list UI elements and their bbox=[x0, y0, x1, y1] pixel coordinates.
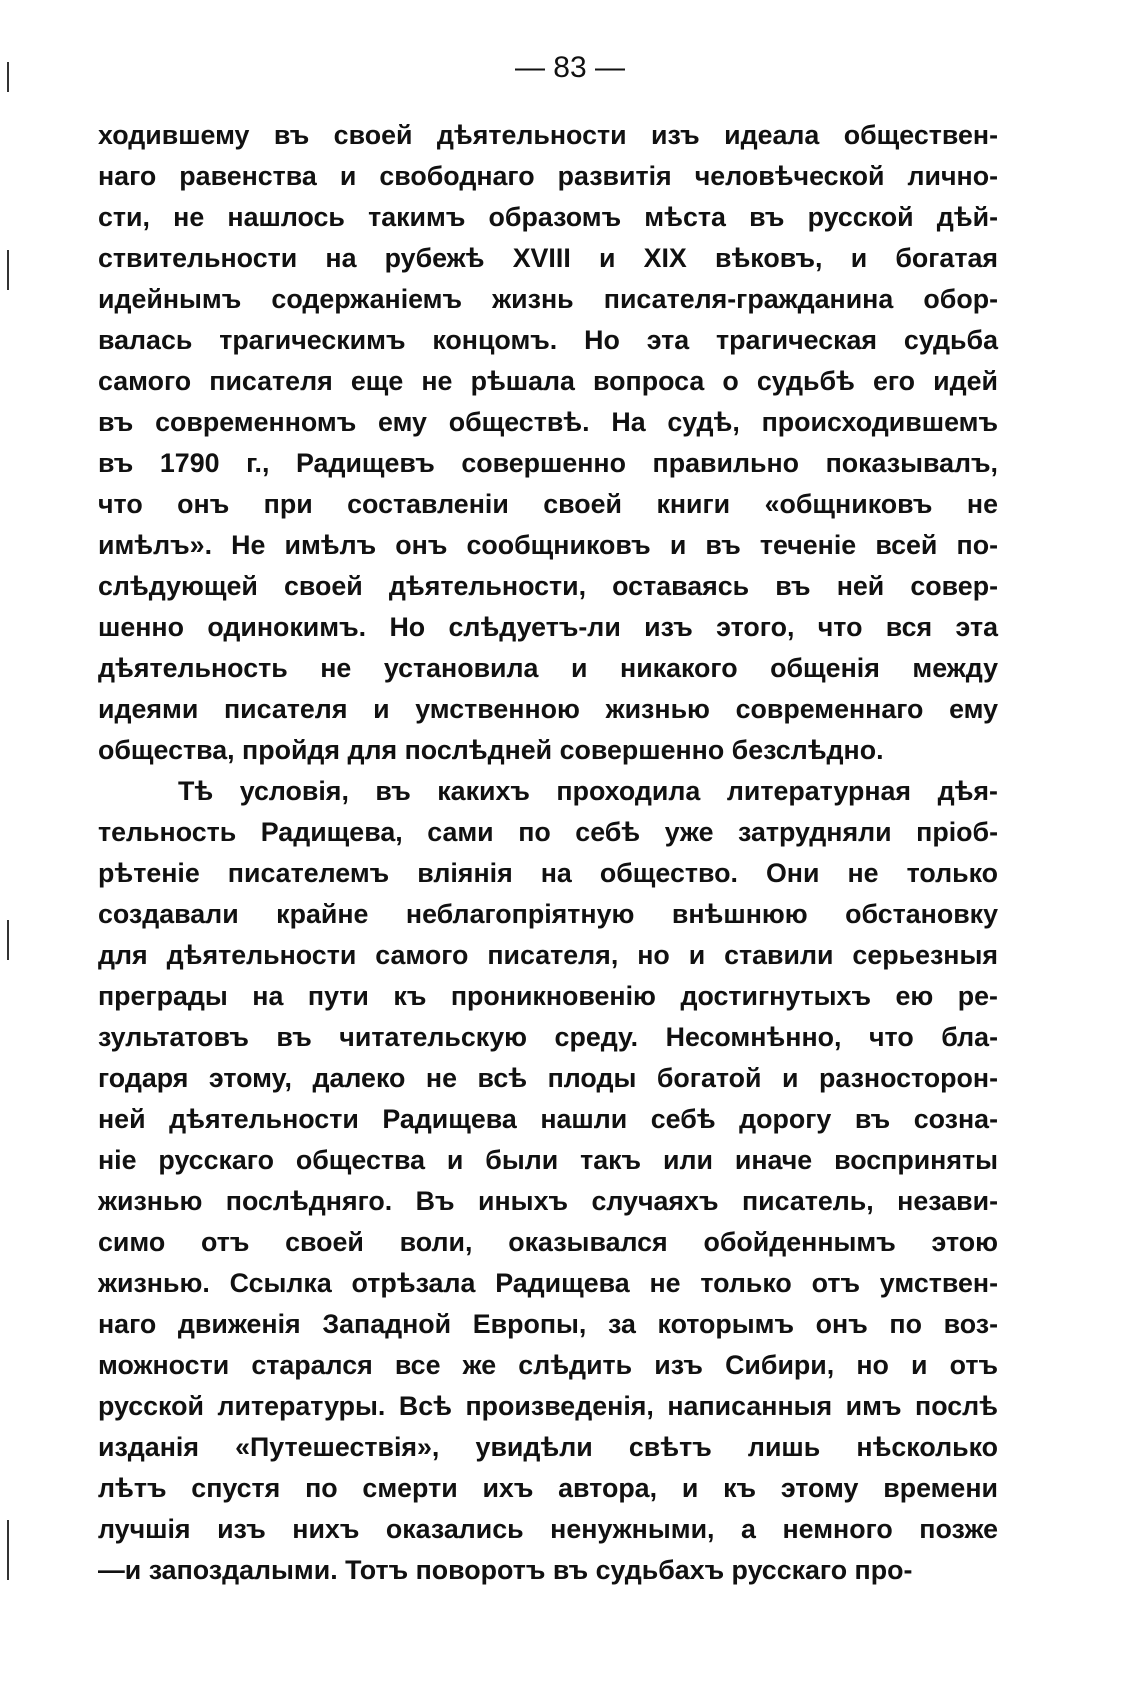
text-line: ходившему въ своей дѣятельности изъ идеала обществен- bbox=[98, 120, 998, 150]
text-line: сти, не нашлось такимъ образомъ мѣста въ русской дѣй- bbox=[98, 202, 998, 232]
scan-edge-mark bbox=[7, 250, 9, 290]
text-line: наго движенія Западной Европы, за которымъ онъ по воз- bbox=[98, 1309, 998, 1339]
text-line: ней дѣятельности Радищева нашли себѣ дорогу въ созна- bbox=[98, 1104, 998, 1134]
text-line: имѣлъ». Не имѣлъ онъ сообщниковъ и въ теченіе всей по- bbox=[98, 530, 998, 560]
text-line: самого писателя еще не рѣшала вопроса о судьбѣ его идей bbox=[98, 366, 998, 396]
text-line: слѣдующей своей дѣятельности, оставаясь въ ней совер- bbox=[98, 571, 998, 601]
text-line: можности старался все же слѣдить изъ Сибири, но и отъ bbox=[98, 1350, 998, 1380]
text-line: дѣятельность не установила и никакого общенія между bbox=[98, 653, 998, 683]
body-text bbox=[98, 115, 998, 1591]
text-line: валась трагическимъ концомъ. Но эта трагическая судьба bbox=[98, 325, 998, 355]
text-line: Тѣ условія, въ какихъ проходила литературная дѣя- bbox=[178, 776, 998, 806]
text-line: для дѣятельности самого писателя, но и ставили серьезныя bbox=[98, 940, 998, 970]
text-line: преграды на пути къ проникновенію достигнутыхъ ею ре- bbox=[98, 981, 998, 1011]
text-line: ніе русскаго общества и были такъ или иначе восприняты bbox=[98, 1145, 998, 1175]
text-line: наго равенства и свободнаго развитія человѣческой лично- bbox=[98, 161, 998, 191]
text-line: —и запоздалыми. Тотъ поворотъ въ судьбахъ русскаго про- bbox=[98, 1555, 913, 1585]
text-line: идеями писателя и умственною жизнью современнаго ему bbox=[98, 694, 998, 724]
text-line: въ современномъ ему обществѣ. На судѣ, происходившемъ bbox=[98, 407, 998, 437]
text-line: зультатовъ въ читательскую среду. Несомнѣнно, что бла- bbox=[98, 1022, 998, 1052]
text-line: жизнью. Ссылка отрѣзала Радищева не только отъ умствен- bbox=[98, 1268, 998, 1298]
text-line: идейнымъ содержаніемъ жизнь писателя-гражданина обор- bbox=[98, 284, 998, 314]
text-line: рѣтеніе писателемъ вліянія на общество. Они не только bbox=[98, 858, 998, 888]
text-line: въ 1790 г., Радищевъ совершенно правильно показывалъ, bbox=[98, 448, 998, 478]
text-line: общества, пройдя для послѣдней совершенно безслѣдно. bbox=[98, 735, 884, 765]
text-line: лѣтъ спустя по смерти ихъ автора, и къ этому времени bbox=[98, 1473, 998, 1503]
text-line: изданія «Путешествія», увидѣли свѣтъ лишь нѣсколько bbox=[98, 1432, 998, 1462]
page-number: — 83 — bbox=[514, 51, 626, 84]
text-line: годаря этому, далеко не всѣ плоды богатой и разносторон- bbox=[98, 1063, 998, 1093]
text-line: шенно одинокимъ. Но слѣдуетъ-ли изъ этого, что вся эта bbox=[98, 612, 998, 642]
text-line: симо отъ своей воли, оказывался обойденнымъ этою bbox=[98, 1227, 998, 1257]
scan-edge-mark bbox=[7, 1520, 9, 1580]
text-line: лучшія изъ нихъ оказались ненужными, а немного позже bbox=[98, 1514, 998, 1544]
text-line: жизнью послѣдняго. Въ иныхъ случаяхъ писатель, незави- bbox=[98, 1186, 998, 1216]
text-line: ствительности на рубежѣ XVIII и XIX вѣковъ, и богатая bbox=[98, 243, 998, 273]
text-line: тельность Радищева, сами по себѣ уже затрудняли пріоб- bbox=[98, 817, 998, 847]
text-line: русской литературы. Всѣ произведенія, написанныя имъ послѣ bbox=[98, 1391, 998, 1421]
text-line: что онъ при составленіи своей книги «общниковъ не bbox=[98, 489, 998, 519]
scan-edge-mark bbox=[7, 920, 9, 960]
text-line: создавали крайне неблагопріятную внѣшнюю обстановку bbox=[98, 899, 998, 929]
